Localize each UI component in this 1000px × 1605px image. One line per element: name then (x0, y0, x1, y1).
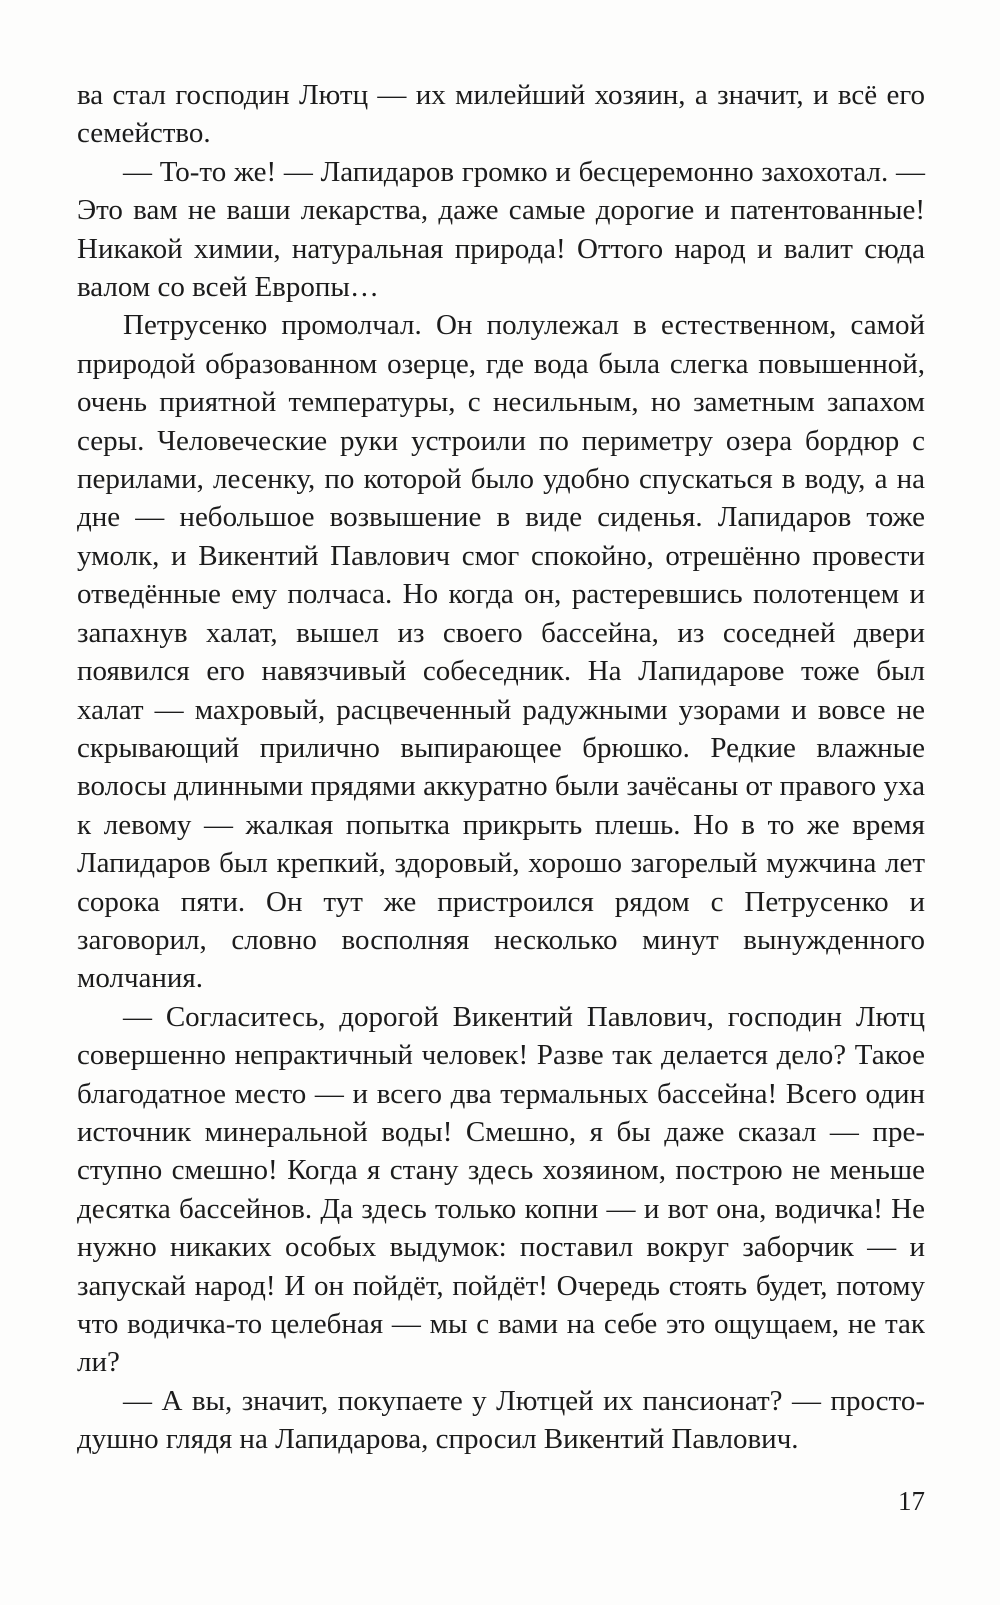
paragraph-continuation: ва стал господин Лютц — их милейший хозяин, а значит, и всё его семейство. (77, 79, 925, 150)
paragraph-dialogue-question: — А вы, значит, покупаете у Лютцей их пансионат? — простодушно глядя на Лапидарова, спросил Викентий Павлович. (77, 1384, 925, 1456)
paragraph-dialogue-agree: — Согласитесь, дорогой Викентий Павлович, господин Лютц совершенно непрактичный человек! Разве так делается дело? Такое благодатное место — и всего два термальных бассейна! Всего один источник минеральной воды! Смешно, я бы даже сказал — преступно смешно! Когда я стану здесь хозяином, построю не меньше десятка бассейнов. Да здесь только копни — и вот она, водичка! Не нужно никаких особых выдумок: поставил вокруг заборчик — и запускай народ! И он пойдёт, пойдёт! Очередь стоять будет, потому что водичка-то целебная — мы с вами на себе это ощущаем, не так ли? (77, 1000, 925, 1379)
paragraph-narration: Петрусенко промолчал. Он полулежал в естественном, самой природой образованном озерце, где вода была слегка повышенной, очень приятной температуры, с несильным, но заметным запахом серы. Человеческие руки устроили по периметру озера бордюр с перилами, лесенку, по которой было удобно спускаться в воду, а на дне — небольшое возвышение в виде сиденья. Лапидаров тоже умолк, и Викентий Павлович смог спокойно, отрешённо провести отведённые ему полчаса. Но когда он, растеревшись полотенцем и запахнув халат, вышел из своего бассейна, из соседней двери появился его навязчивый собеседник. На Лапидарове тоже был халат — махровый, расцвеченный радужными узорами и вовсе не скрывающий прилично выпирающее брюшко. Редкие влажные волосы длинными прядями аккуратно были зачёсаны от правого уха к левому — жалкая попытка прикрыть плешь. Но в то же время Лапидаров был крепкий, здоровый, хорошо загорелый мужчина лет сорока пяти. Он тут же пристроился рядом с Петрусенко и заговорил, словно восполняя несколько минут вынужденного молчания. (77, 309, 925, 995)
body-text (77, 76, 925, 1459)
page-number: 17 (898, 1486, 925, 1516)
paragraph-dialogue-lapidarov: — То-то же! — Лапидаров громко и бесцеремонно захохотал. — Это вам не ваши лекарства, даже самые дорогие и патентованные! Никакой химии, натуральная природа! Оттого народ и валит сюда валом со всей Европы… (77, 155, 925, 304)
